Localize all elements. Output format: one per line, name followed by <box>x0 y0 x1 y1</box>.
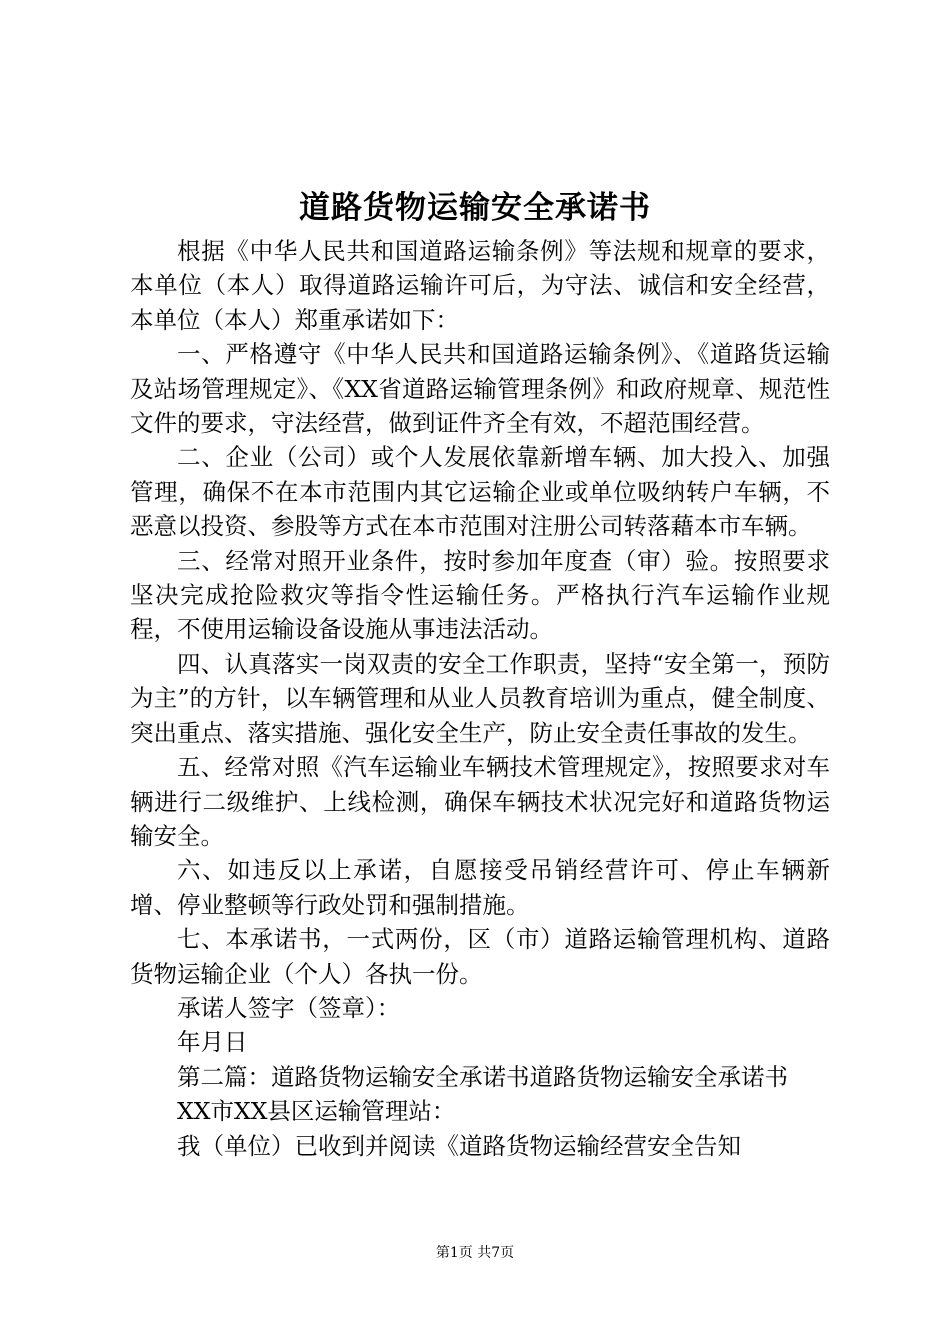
document-body <box>130 234 830 1163</box>
signature-line: 承诺人签字（签章）： <box>177 993 401 1022</box>
paragraph: 我（单位）已收到并阅读《道路货物运输经营安全告知 <box>177 1131 741 1160</box>
paragraph: 六、如违反以上承诺，自愿接受吊销经营许可、停止车辆新增、停业整顿等行政处罚和强制措施。 <box>130 856 830 919</box>
paragraph: 一、严格遵守《中华人民共和国道路运输条例》、《道路货运输及站场管理规定》、《XX省道路运输管理条例》和政府规章、规范性文件的要求，守法经营，做到证件齐全有效，不超范围经营。 <box>130 340 830 438</box>
paragraph: 七、本承诺书，一式两份，区（市）道路运输管理机构、道路货物运输企业（个人）各执一份。 <box>130 925 830 988</box>
addressee-line: XX市XX县区运输管理站： <box>177 1097 456 1126</box>
paragraph: 五、经常对照《汽车运输业车辆技术管理规定》，按照要求对车辆进行二级维护、上线检测，确保车辆技术状况完好和道路货物运输安全。 <box>130 753 830 850</box>
paragraph: 二、企业（公司）或个人发展依靠新增车辆、加大投入、加强管理，确保不在本市范围内其它运输企业或单位吸纳转户车辆，不恶意以投资、参股等方式在本市范围对注册公司转落藉本市车辆。 <box>130 443 830 541</box>
paragraph: 三、经常对照开业条件，按时参加年度查（审）验。按照要求坚决完成抢险救灾等指令性运输任务。严格执行汽车运输作业规程，不使用运输设备设施从事违法活动。 <box>130 546 830 644</box>
paragraph: 四、认真落实一岗双责的安全工作职责，坚持“安全第一，预防为主”的方针，以车辆管理和从业人员教育培训为重点，健全制度、突出重点、落实措施、强化安全生产，防止安全责任事故的发生。 <box>130 649 830 747</box>
document-title: 道路货物运输安全承诺书 <box>299 190 651 226</box>
paragraph: 根据《中华人民共和国道路运输条例》等法规和规章的要求，本单位（本人）取得道路运输许可后，为守法、诚信和安全经营，本单位（本人）郑重承诺如下： <box>130 237 830 334</box>
page-indicator: 第1页 共7页 <box>435 1245 515 1261</box>
date-line: 年月日 <box>177 1028 248 1057</box>
section-heading: 第二篇：道路货物运输安全承诺书道路货物运输安全承诺书 <box>177 1062 788 1091</box>
